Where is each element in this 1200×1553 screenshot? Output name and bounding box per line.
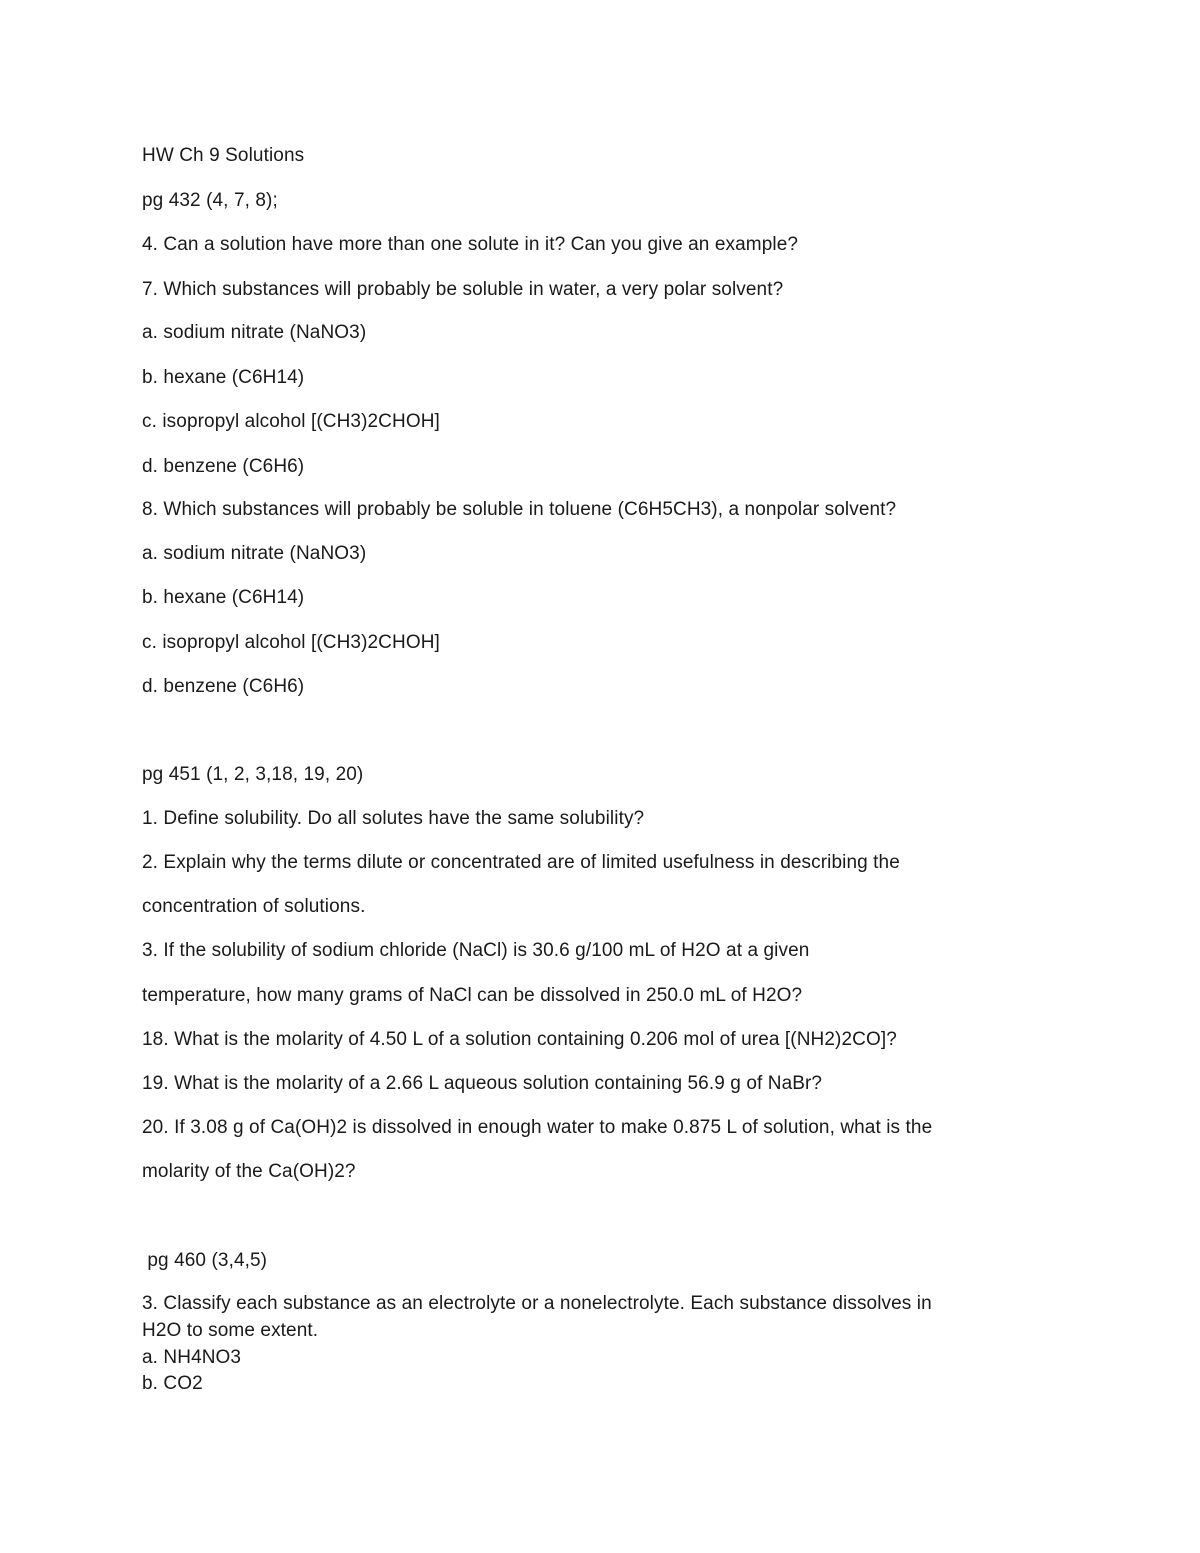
q8-option-b: b. hexane (C6H14) xyxy=(142,587,305,608)
question-18: 18. What is the molarity of 4.50 L of a solution containing 0.206 mol of urea [(NH2)2CO]? xyxy=(142,1029,897,1050)
question-3-line-2: temperature, how many grams of NaCl can be dissolved in 250.0 mL of H2O? xyxy=(142,985,803,1006)
section-heading-pg451: pg 451 (1, 2, 3,18, 19, 20) xyxy=(142,764,364,785)
pg460-q3-option-a: a. NH4NO3 xyxy=(142,1347,242,1368)
pg460-question-3-line-2: H2O to some extent. xyxy=(142,1320,319,1341)
pg460-question-3-line-1: 3. Classify each substance as an electrolyte or a nonelectrolyte. Each substance dissolves in xyxy=(142,1293,932,1314)
document-title: HW Ch 9 Solutions xyxy=(142,145,305,166)
question-2-line-2: concentration of solutions. xyxy=(142,896,366,917)
question-1: 1. Define solubility. Do all solutes have the same solubility? xyxy=(142,808,645,829)
question-3-line-1: 3. If the solubility of sodium chloride (NaCl) is 30.6 g/100 mL of H2O at a given xyxy=(142,940,810,961)
question-19: 19. What is the molarity of a 2.66 L aqueous solution containing 56.9 g of NaBr? xyxy=(142,1073,823,1094)
question-4: 4. Can a solution have more than one solute in it? Can you give an example? xyxy=(142,234,799,255)
question-2-line-1: 2. Explain why the terms dilute or concentrated are of limited usefulness in describing the xyxy=(142,852,900,873)
section-heading-pg460: pg 460 (3,4,5) xyxy=(142,1250,268,1271)
q7-option-a: a. sodium nitrate (NaNO3) xyxy=(142,322,367,343)
section-heading-pg432: pg 432 (4, 7, 8); xyxy=(142,190,278,211)
q7-option-c: c. isopropyl alcohol [(CH3)2CHOH] xyxy=(142,411,440,432)
q8-option-c: c. isopropyl alcohol [(CH3)2CHOH] xyxy=(142,632,440,653)
question-20-line-1: 20. If 3.08 g of Ca(OH)2 is dissolved in enough water to make 0.875 L of solution, what is the xyxy=(142,1117,933,1138)
question-7: 7. Which substances will probably be soluble in water, a very polar solvent? xyxy=(142,279,784,300)
question-8: 8. Which substances will probably be soluble in toluene (C6H5CH3), a nonpolar solvent? xyxy=(142,499,897,520)
q7-option-b: b. hexane (C6H14) xyxy=(142,367,305,388)
q8-option-d: d. benzene (C6H6) xyxy=(142,676,305,697)
question-20-line-2: molarity of the Ca(OH)2? xyxy=(142,1161,356,1182)
pg460-q3-option-b: b. CO2 xyxy=(142,1373,203,1394)
q8-option-a: a. sodium nitrate (NaNO3) xyxy=(142,543,367,564)
q7-option-d: d. benzene (C6H6) xyxy=(142,456,305,477)
